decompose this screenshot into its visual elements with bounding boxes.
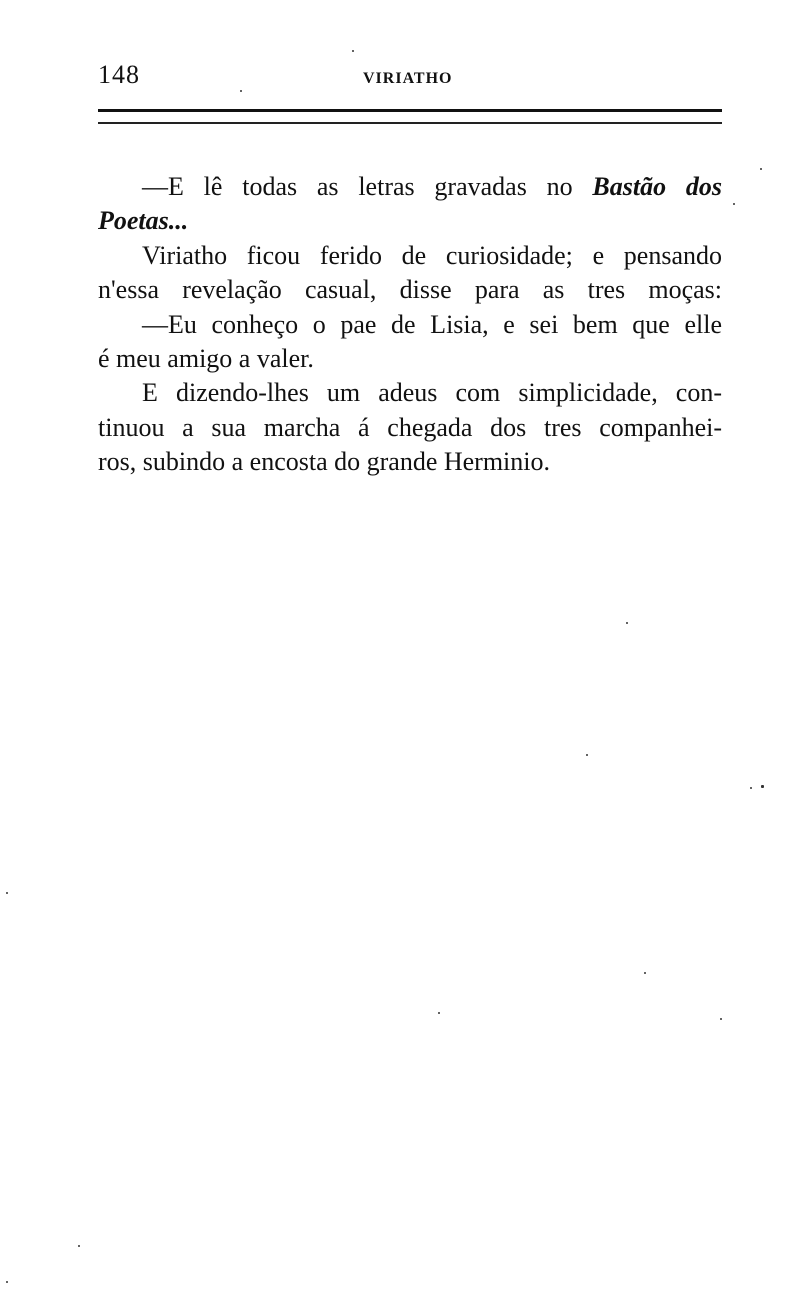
text-line-5: —Eu conheço o pae de Lisia, e sei bem que elle: [142, 309, 722, 339]
scan-speck: [760, 168, 762, 170]
scan-speck: [438, 1012, 440, 1014]
scan-speck: [733, 203, 735, 205]
text-line-6: é meu amigo a valer.: [98, 344, 314, 374]
text-line-2: Poetas...: [98, 206, 189, 236]
scan-speck: [626, 622, 628, 624]
text-line-1: —E lê todas as letras gravadas no Bastão dos: [142, 172, 722, 201]
scan-speck: [750, 787, 752, 789]
text-line-8: tinuou a sua marcha á chegada dos tres companhei-: [98, 412, 722, 442]
scan-speck: [352, 50, 354, 52]
page-header: [98, 58, 722, 98]
scan-speck: [78, 1245, 80, 1247]
scan-speck: [6, 1281, 8, 1283]
scan-speck: [720, 1018, 722, 1020]
text-line-9: ros, subindo a encosta do grande Herminio.: [98, 447, 551, 477]
header-rule-thick: [98, 109, 722, 112]
text-line-3: Viriatho ficou ferido de curiosidade; e pensando: [142, 240, 722, 270]
text-line-7: E dizendo-lhes um adeus com simplicidade, con-: [142, 378, 722, 408]
page-number: 148: [98, 60, 140, 89]
scan-speck: [6, 892, 8, 894]
scan-speck: [644, 972, 646, 974]
running-title: VIRIATHO: [363, 70, 453, 87]
body-text: [98, 170, 722, 480]
text-line-4: n'essa revelação casual, disse para as tres moças:: [98, 275, 722, 305]
scan-speck: [240, 90, 242, 92]
header-rule-thin: [98, 122, 722, 124]
scan-speck: [761, 785, 764, 788]
scan-speck: [586, 754, 588, 756]
